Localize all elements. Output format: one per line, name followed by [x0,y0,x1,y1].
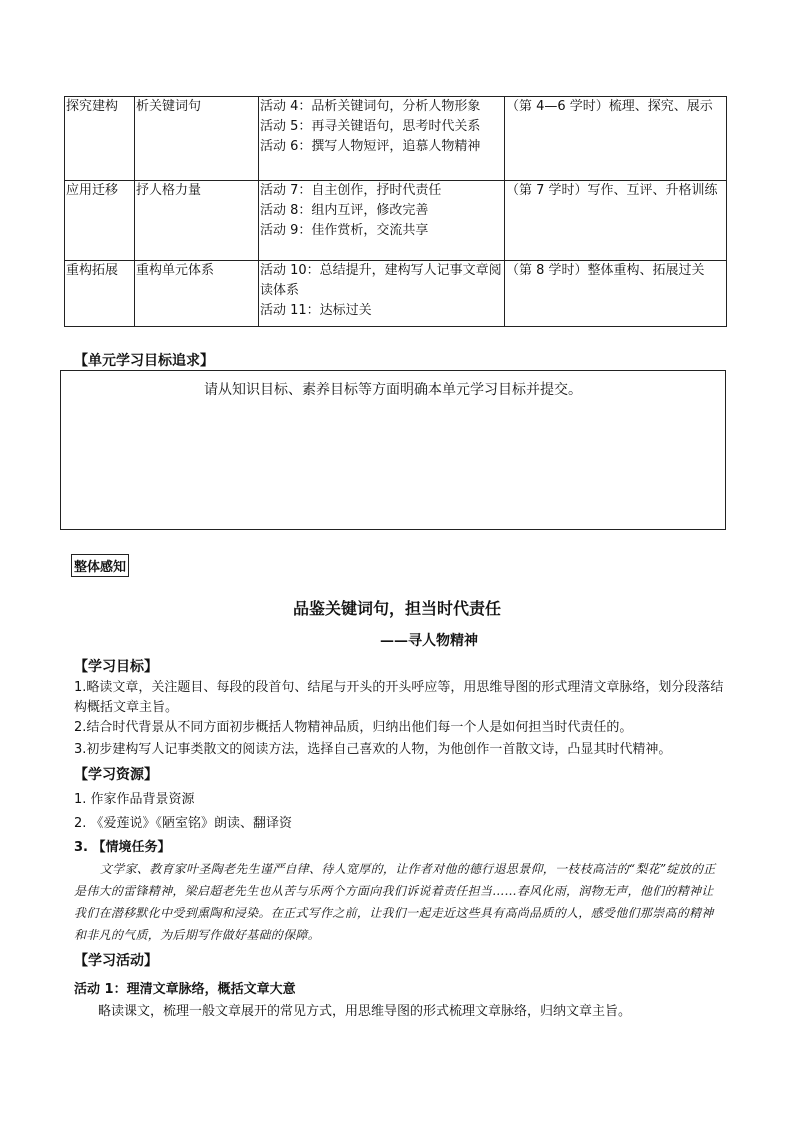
table-row [65,261,727,327]
resource-item: 2. 《爱莲说》《陋室铭》朗读、翻译资 [74,816,293,831]
schedule-cell: （第 8 学时）整体重构、拓展过关 [505,261,727,327]
activity-line: 活动 5：再寻关键语句，思考时代关系 [260,119,481,134]
overview-badge: 整体感知 [71,554,129,577]
activity-table [64,96,727,327]
activity-line: 活动 8：组内互评，修改完善 [260,203,429,218]
stage-cell: 重构拓展 [65,261,135,327]
activities-cell [259,261,505,327]
task-cell: 析关键词句 [135,97,259,181]
resource-item: 1. 作家作品背景资源 [74,792,195,807]
resources-heading: 【学习资源】 [74,767,158,783]
scenario-text: 文学家、教育家叶圣陶老先生谨严自律、待人宽厚的，让作者对他的德行退思景仰，一枝枝高洁的“梨花”绽放的正是伟大的雷锋精神，梁启超老先生也从苦与乐两个方面向我们诉说着责任担当……春风化雨，润物无声，他们的精神让我们在潜移默化中受到熏陶和浸染。在正式写作之前，让我们一起走近这些具有高尚品质的人，感受他们那崇高的精神和非凡的气质，为后期写作做好基础的保障。 [74,862,716,942]
activity1-title: 活动 1：理清文章脉络，概括文章大意 [74,982,296,997]
objective-item: 1.略读文章，关注题目、每段的段首句、结尾与开头的开头呼应等，用思维导图的形式理清文章脉络，划分段落结构概括文章主旨。 [74,680,724,715]
activity-line: 活动 4：品析关键词句，分析人物形象 [260,99,481,114]
table-row [65,97,727,181]
activity-line: 活动 11：达标过关 [260,303,372,318]
schedule-cell: （第 4—6 学时）梳理、探究、展示 [505,97,727,181]
activities-cell [259,97,505,181]
unit-goal-instruction: 请从知识目标、素养目标等方面明确本单元学习目标并提交。 [204,382,582,398]
task-cell: 重构单元体系 [135,261,259,327]
activity1-text: 略读课文，梳理一般文章展开的常见方式，用思维导图的形式梳理文章脉络，归纳文章主旨。 [98,1004,632,1019]
activities-heading: 【学习活动】 [74,953,158,969]
activity-line: 活动 10：总结提升，建构写人记事文章阅读体系 [260,263,502,298]
stage-cell: 应用迁移 [65,181,135,261]
table-row [65,181,727,261]
task-cell: 抒人格力量 [135,181,259,261]
stage-cell: 探究建构 [65,97,135,181]
schedule-cell: （第 7 学时）写作、互评、升格训练 [505,181,727,261]
unit-goal-box [60,370,726,530]
activity-line: 活动 6：撰写人物短评，追慕人物精神 [260,139,481,154]
objectives-heading: 【学习目标】 [74,659,158,675]
page-subtitle: ——寻人物精神 [380,633,478,649]
resource-item: 3. 【情境任务】 [74,840,171,855]
objective-item: 2.结合时代背景从不同方面初步概括人物精神品质，归纳出他们每一个人是如何担当时代责任的。 [74,720,633,735]
objective-item: 3.初步建构写人记事类散文的阅读方法，选择自己喜欢的人物，为他创作一首散文诗，凸显其时代精神。 [74,742,672,757]
unit-goal-heading: 【单元学习目标追求】 [74,353,214,369]
activity-line: 活动 7：自主创作，抒时代责任 [260,183,442,198]
page-title: 品鉴关键词句，担当时代责任 [292,599,501,618]
activities-cell [259,181,505,261]
activity-line: 活动 9：佳作赏析，交流共享 [260,223,429,238]
